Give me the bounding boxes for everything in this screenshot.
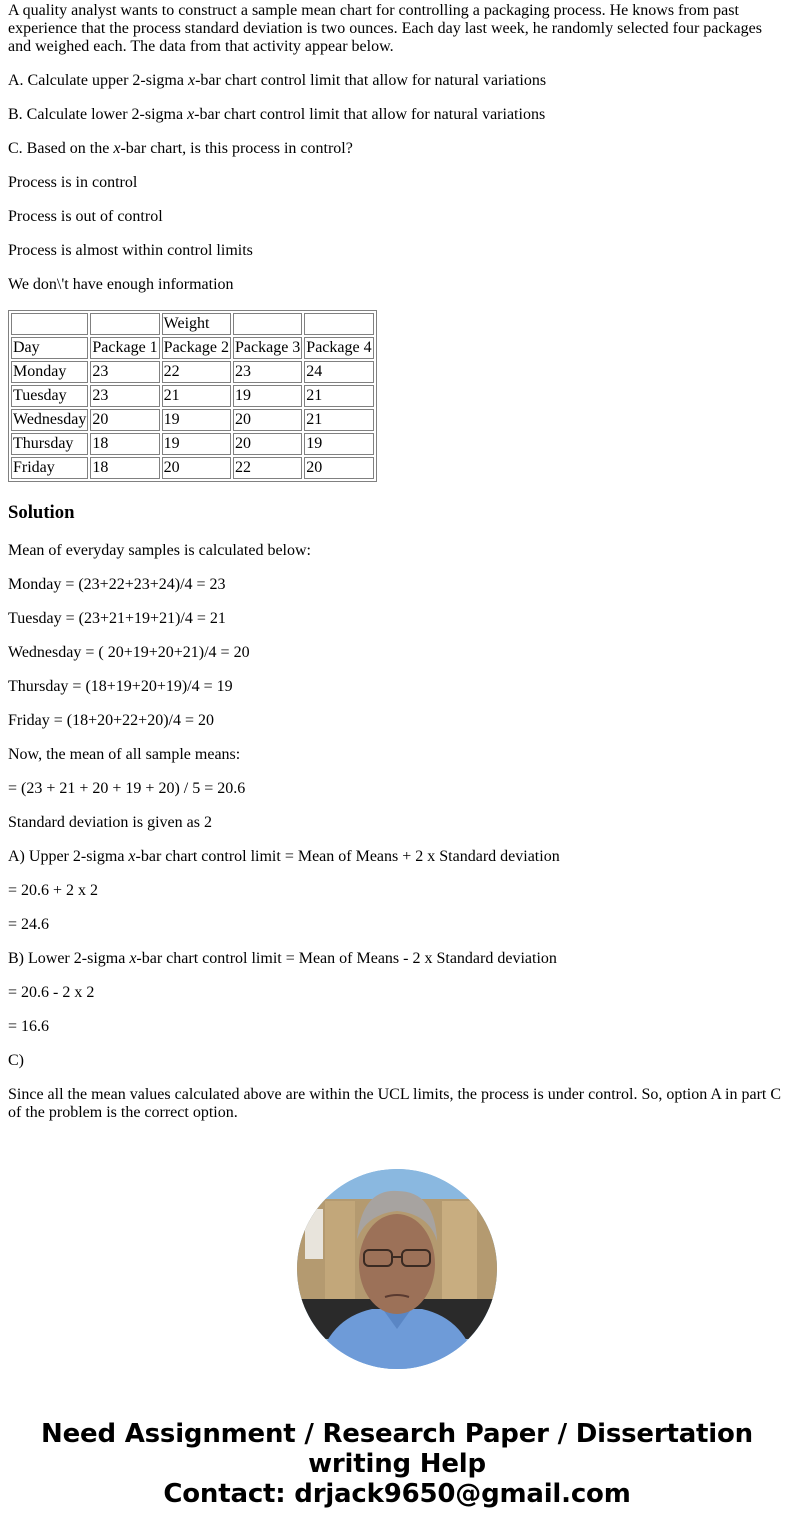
lcl-result: = 16.6 bbox=[8, 1018, 50, 1035]
ucl-step: = 20.6 + 2 x 2 bbox=[8, 882, 99, 899]
daily-mean-tuesday: Tuesday = (23+21+19+21)/4 = 21 bbox=[8, 610, 226, 627]
ucl-formula: A) Upper 2-sigma x-bar chart control limit = Mean of Means + 2 x Standard deviation bbox=[8, 848, 560, 865]
solution-intro: Mean of everyday samples is calculated below: bbox=[8, 542, 311, 559]
banner-line-1: Need Assignment / Research Paper / Dissertation bbox=[41, 1419, 753, 1449]
table-cell: 19 bbox=[162, 433, 231, 455]
table-cell: 23 bbox=[233, 361, 302, 383]
table-cell: 21 bbox=[304, 385, 373, 407]
part-c-label: C) bbox=[8, 1052, 24, 1069]
option-not-enough-info: We don\'t have enough information bbox=[8, 276, 234, 293]
table-row bbox=[11, 457, 374, 479]
weight-data-table bbox=[8, 310, 377, 482]
table-cell: Monday bbox=[11, 361, 88, 383]
table-cell: 21 bbox=[162, 385, 231, 407]
table-cell bbox=[233, 313, 302, 335]
table-cell bbox=[90, 313, 159, 335]
question-part-b: B. Calculate lower 2-sigma x-bar chart control limit that allow for natural variations bbox=[8, 106, 546, 123]
table-header-cell: Package 4 bbox=[304, 337, 373, 359]
daily-mean-wednesday: Wednesday = ( 20+19+20+21)/4 = 20 bbox=[8, 644, 250, 661]
table-cell: 23 bbox=[90, 385, 159, 407]
lcl-formula: B) Lower 2-sigma x-bar chart control limit = Mean of Means - 2 x Standard deviation bbox=[8, 950, 557, 967]
contact-email: Contact: drjack9650@gmail.com bbox=[163, 1479, 631, 1509]
table-row bbox=[11, 385, 374, 407]
table-cell: 19 bbox=[233, 385, 302, 407]
table-cell: 18 bbox=[90, 433, 159, 455]
table-cell: 21 bbox=[304, 409, 373, 431]
table-cell: 19 bbox=[162, 409, 231, 431]
table-cell: 19 bbox=[304, 433, 373, 455]
grand-mean-intro: Now, the mean of all sample means: bbox=[8, 746, 241, 763]
daily-mean-friday: Friday = (18+20+22+20)/4 = 20 bbox=[8, 712, 214, 729]
daily-mean-thursday: Thursday = (18+19+20+19)/4 = 19 bbox=[8, 678, 233, 695]
avatar-container bbox=[0, 1169, 794, 1369]
question-part-c: C. Based on the x-bar chart, is this process in control? bbox=[8, 140, 353, 157]
solution-heading: Solution bbox=[8, 502, 75, 523]
table-row bbox=[11, 409, 374, 431]
table-group-header-row bbox=[11, 313, 374, 335]
option-almost-within: Process is almost within control limits bbox=[8, 242, 253, 259]
table-header-cell: Package 3 bbox=[233, 337, 302, 359]
table-cell: 20 bbox=[304, 457, 373, 479]
table-cell: 20 bbox=[90, 409, 159, 431]
table-cell: Tuesday bbox=[11, 385, 88, 407]
question-part-a: A. Calculate upper 2-sigma x-bar chart control limit that allow for natural variations bbox=[8, 72, 547, 89]
author-avatar bbox=[297, 1169, 497, 1369]
std-dev-statement: Standard deviation is given as 2 bbox=[8, 814, 212, 831]
table-cell: 22 bbox=[162, 361, 231, 383]
table-cell: 20 bbox=[233, 409, 302, 431]
option-out-of-control: Process is out of control bbox=[8, 208, 163, 225]
option-in-control: Process is in control bbox=[8, 174, 138, 191]
table-cell: 20 bbox=[162, 457, 231, 479]
table-header-cell: Day bbox=[11, 337, 88, 359]
table-cell: Thursday bbox=[11, 433, 88, 455]
question-intro: A quality analyst wants to construct a sample mean chart for controlling a packaging process. He knows from past experience that the process standard deviation is two ounces. Each day last week, he randomly selected four packages and weighed each. The data from that activity appear below. bbox=[8, 2, 762, 55]
conclusion: Since all the mean values calculated above are within the UCL limits, the process is under control. So, option A in part C of the problem is the correct option. bbox=[8, 1086, 782, 1121]
table-header-row bbox=[11, 337, 374, 359]
table-cell: Wednesday bbox=[11, 409, 88, 431]
table-cell: 23 bbox=[90, 361, 159, 383]
table-cell: Friday bbox=[11, 457, 88, 479]
table-header-cell: Package 1 bbox=[90, 337, 159, 359]
table-cell: 22 bbox=[233, 457, 302, 479]
grand-mean: = (23 + 21 + 20 + 19 + 20) / 5 = 20.6 bbox=[8, 780, 246, 797]
table-cell: 24 bbox=[304, 361, 373, 383]
daily-mean-monday: Monday = (23+22+23+24)/4 = 23 bbox=[8, 576, 226, 593]
table-row bbox=[11, 433, 374, 455]
table-cell-weight-label: Weight bbox=[162, 313, 231, 335]
ucl-result: = 24.6 bbox=[8, 916, 50, 933]
person-photo-icon bbox=[297, 1169, 497, 1369]
contact-banner bbox=[0, 1419, 794, 1539]
table-cell bbox=[304, 313, 373, 335]
banner-line-2: writing Help bbox=[308, 1449, 486, 1479]
lcl-step: = 20.6 - 2 x 2 bbox=[8, 984, 95, 1001]
table-header-cell: Package 2 bbox=[162, 337, 231, 359]
table-cell: 20 bbox=[233, 433, 302, 455]
table-row bbox=[11, 361, 374, 383]
table-cell: 18 bbox=[90, 457, 159, 479]
table-cell bbox=[11, 313, 88, 335]
